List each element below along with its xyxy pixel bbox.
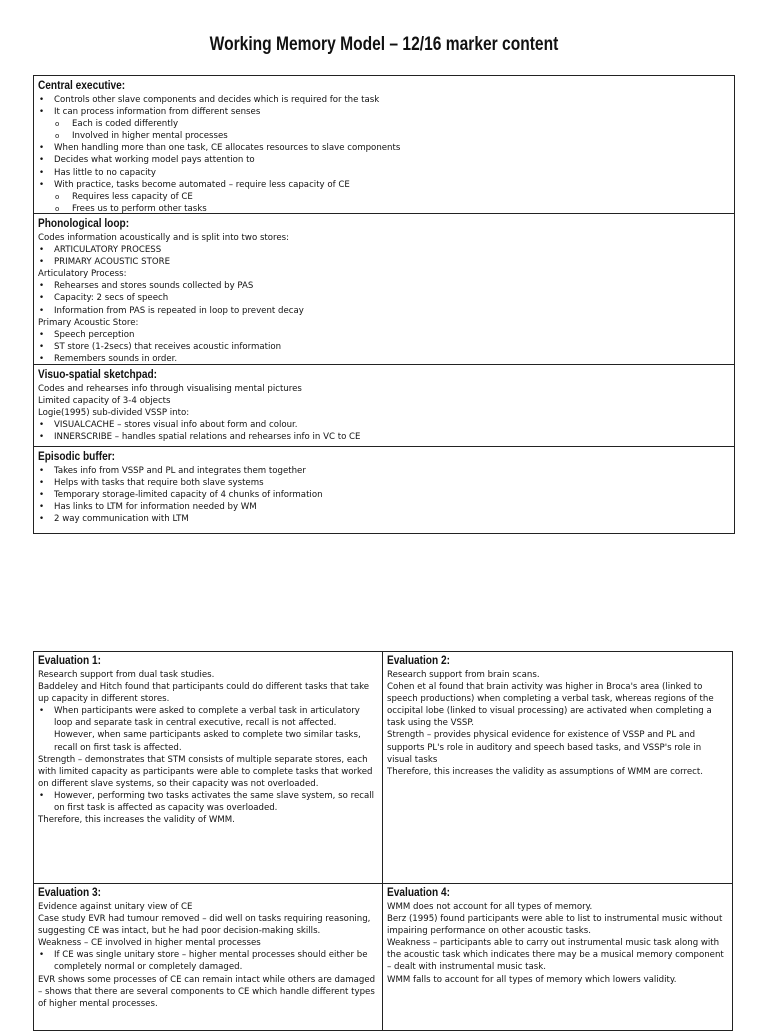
text-line: Strength – demonstrates that STM consists of multiple separate stores, each with limited capacity as participants were able to complete tasks that worked on different slave systems, so their capacity was not overloaded. — [38, 754, 373, 789]
text-line: Articulatory Process: — [38, 269, 127, 280]
text-line: Therefore, this increases the validity as assumptions of WMM are correct. — [387, 766, 703, 777]
visuo-spatial-section — [33, 365, 735, 447]
sub-list-item: o Frees us to perform other tasks — [38, 203, 730, 214]
section-heading: Central executive: — [38, 80, 126, 92]
list-item: • Capacity: 2 secs of speech — [38, 292, 730, 304]
text-line: Primary Acoustic Store: — [38, 317, 139, 328]
text-line: Weakness – CE involved in higher mental processes — [38, 938, 261, 949]
text-line: Research support from brain scans. — [387, 670, 540, 680]
text-line: Logie(1995) sub-divided VSSP into: — [38, 408, 190, 419]
text-line: Weakness – participants able to carry out instrumental music task along with the acoustic task which indicates there may be a musical memory component – dealt with instrumental music task. — [387, 938, 724, 973]
evaluation-3 — [34, 884, 382, 1030]
text-line: Research support from dual task studies. — [38, 670, 215, 680]
list-item: • Speech perception — [38, 329, 730, 341]
episodic-buffer-section — [33, 447, 735, 534]
text-line: WMM falls to account for all types of memory which lowers validity. — [387, 974, 677, 985]
section-heading: Evaluation 3: — [38, 887, 101, 899]
text-line: Case study EVR had tumour removed – did well on tasks requiring reasoning, suggesting CE was intact, but he had poor decision-making skills. — [38, 914, 371, 937]
text-line: Codes information acoustically and is split into two stores: — [38, 233, 290, 243]
section-heading: Evaluation 4: — [387, 887, 450, 899]
list-item: • Controls other slave components and decides which is required for the task — [38, 94, 730, 106]
list-item: • INNERSCRIBE – handles spatial relations and rehearses info in VC to CE — [38, 431, 730, 443]
evaluation-4 — [383, 884, 732, 1030]
list-item: • When handling more than one task, CE allocates resources to slave components — [38, 142, 730, 154]
evaluation-1 — [34, 652, 382, 883]
list-item: • When participants were asked to complete a verbal task in articulatory loop and separate task in central executive, recall is not affected. However, when same participants asked to complete two similar tasks, recall on first task is affected. — [38, 705, 378, 753]
section-heading: Visuo-spatial sketchpad: — [38, 369, 158, 381]
evaluation-table — [33, 651, 733, 1031]
evaluation-2 — [383, 652, 732, 883]
section-heading: Evaluation 1: — [38, 655, 101, 667]
list-item: • Has little to no capacity — [38, 167, 730, 179]
list-item: • If CE was single unitary store – higher mental processes should either be completely normal or completely damaged. — [38, 949, 378, 973]
text-line: Therefore, this increases the validity of WMM. — [38, 815, 235, 826]
text-line: Baddeley and Hitch found that participants could do different tasks that take up capacity in different stores. — [38, 682, 370, 705]
list-item: • It can process information from different senses — [38, 106, 730, 118]
list-item: • Decides what working model pays attention to — [38, 154, 730, 166]
central-executive-section — [33, 75, 735, 214]
list-item: • With practice, tasks become automated – require less capacity of CE — [38, 179, 730, 191]
section-heading: Evaluation 2: — [387, 655, 450, 667]
section-heading: Episodic buffer: — [38, 451, 116, 463]
page-title: Working Memory Model – 12/16 marker content — [209, 34, 559, 55]
text-line: EVR shows some processes of CE can remain intact while others are damaged – shows that there are several components to CE which handle different types of higher mental processes. — [38, 974, 376, 1009]
phonological-loop-section — [33, 214, 735, 365]
sub-list-item: o Involved in higher mental processes — [38, 130, 730, 142]
text-line: Cohen et al found that brain activity was higher in Broca's area (linked to speech productions) when completing a verbal task, whereas regions of the occipital lobe (linked to visual processing) are activated when completing a task using the VSSP. — [387, 682, 714, 729]
text-line: Strength – provides physical evidence for existence of VSSP and PL and supports PL's role in auditory and speech based tasks, and VSSP's role in visual tasks — [387, 730, 702, 765]
section-heading: Phonological loop: — [38, 218, 130, 230]
text-line: Codes and rehearses info through visualising mental pictures — [38, 384, 302, 394]
list-item: • Helps with tasks that require both slave systems — [38, 477, 730, 489]
text-line: Evidence against unitary view of CE — [38, 902, 193, 912]
list-item: • Has links to LTM for information needed by WM — [38, 501, 730, 513]
list-item: • Information from PAS is repeated in loop to prevent decay — [38, 305, 730, 317]
list-item: • ST store (1-2secs) that receives acoustic information — [38, 341, 730, 353]
text-line: WMM does not account for all types of memory. — [387, 902, 593, 912]
list-item: • Takes info from VSSP and PL and integrates them together — [38, 465, 730, 477]
list-item: • PRIMARY ACOUSTIC STORE — [38, 256, 730, 268]
text-line: Berz (1995) found participants were able to list to instrumental music without impairing performance on other acoustic tasks. — [387, 914, 723, 937]
sub-list-item: o Each is coded differently — [38, 118, 730, 130]
list-item: • However, performing two tasks activates the same slave system, so recall on first task is affected as capacity was overloaded. — [38, 790, 378, 814]
list-item: • VISUALCACHE – stores visual info about form and colour. — [38, 419, 730, 431]
sub-list-item: o Requires less capacity of CE — [38, 191, 730, 203]
list-item: • 2 way communication with LTM — [38, 513, 730, 525]
list-item: • ARTICULATORY PROCESS — [38, 244, 730, 256]
list-item: • Temporary storage-limited capacity of 4 chunks of information — [38, 489, 730, 501]
list-item: • Remembers sounds in order. — [38, 353, 730, 365]
list-item: • Rehearses and stores sounds collected by PAS — [38, 280, 730, 292]
text-line: Limited capacity of 3-4 objects — [38, 396, 171, 407]
